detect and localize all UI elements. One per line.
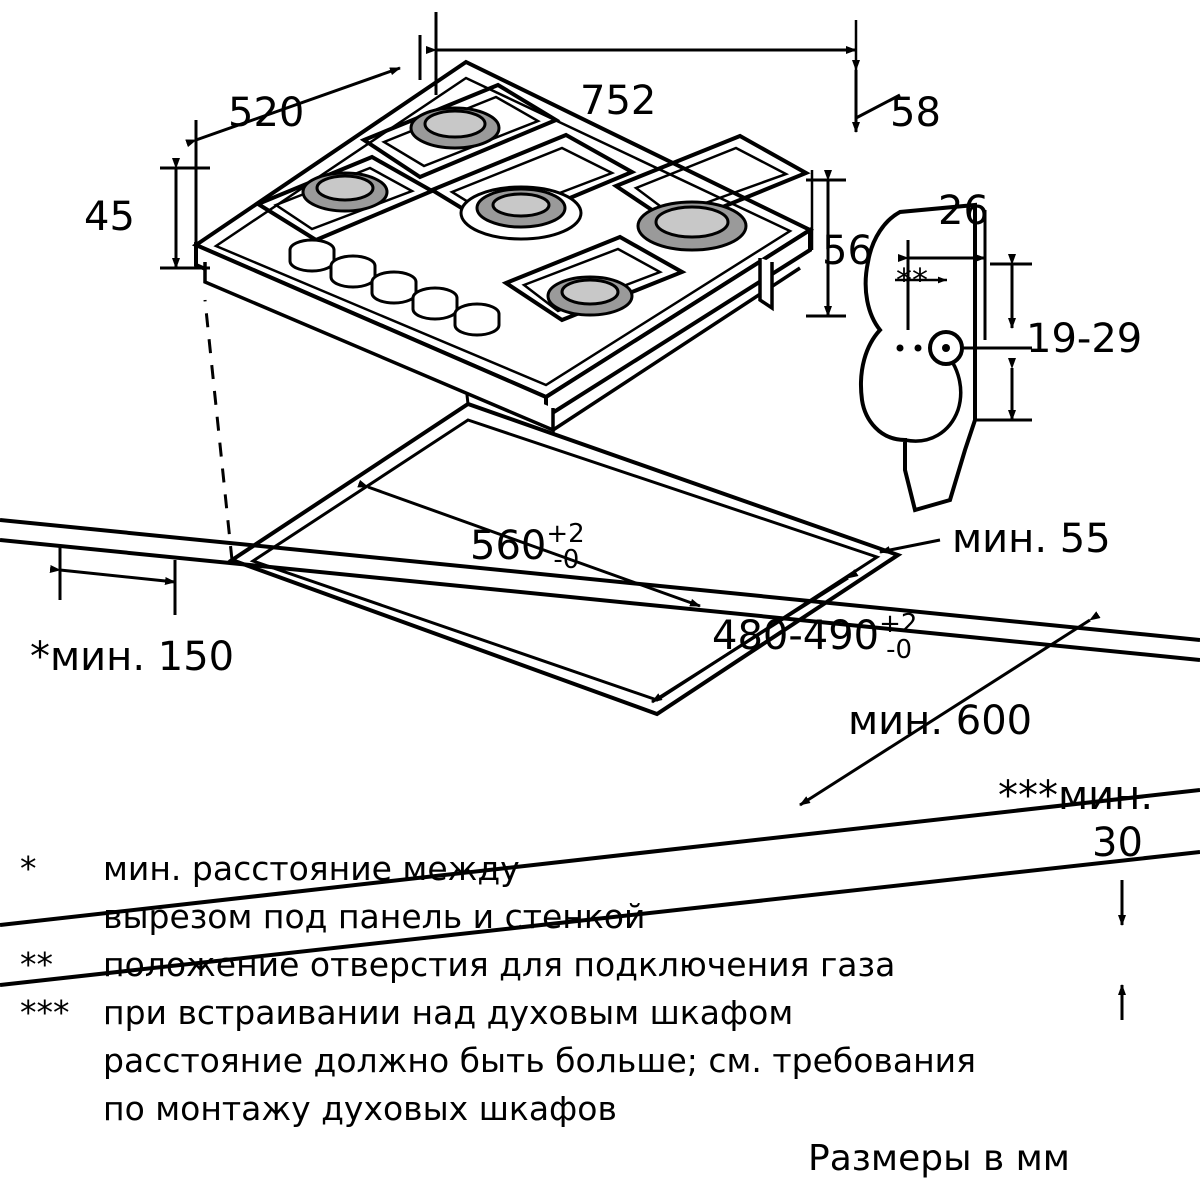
dim-top-offset: 58 <box>890 90 941 136</box>
dim-min-side-value: мин. 150 <box>50 634 235 680</box>
units-note: Размеры в мм <box>808 1138 1070 1179</box>
footnote-line-1a: мин. расстояние между <box>103 849 520 888</box>
dim-cutout-width <box>470 519 585 575</box>
footnote-line-3c: по монтажу духовых шкафов <box>103 1089 617 1128</box>
dim-min-side-mark: * <box>30 634 50 680</box>
footnote-mark-3: *** <box>20 993 70 1032</box>
dim-min-below-label: мин. <box>1058 773 1154 819</box>
dim-cutout-width-tolerance: +2 -0 <box>546 519 585 575</box>
dim-depth-overall: 520 <box>228 90 305 136</box>
dimension-lines-cutout <box>60 487 1122 1020</box>
gas-connection-detail <box>861 205 975 510</box>
dim-min-rear: мин. 55 <box>952 516 1111 562</box>
dim-min-worktop-depth: мин. 600 <box>848 698 1033 744</box>
dim-min-below-mark: *** <box>998 773 1058 819</box>
footnote-line-2a: положение отверстия для подключения газа <box>103 945 896 984</box>
footnote-line-3b: расстояние должно быть больше; см. требования <box>103 1041 976 1080</box>
dim-cutout-depth-tolerance: +2 -0 <box>879 609 918 665</box>
footnote-line-3a: при встраивании над духовым шкафом <box>103 993 794 1032</box>
dim-gas-inlet-range: 19-29 <box>1026 316 1143 362</box>
dim-cutout-width-value: 560 <box>470 523 547 569</box>
dim-cutout-depth <box>712 609 918 665</box>
dim-min-side <box>30 636 234 678</box>
gas-inlet-footnote-mark: ** <box>896 261 928 299</box>
dim-gas-inlet-offset: 26 <box>938 188 989 234</box>
dim-min-below <box>998 775 1153 817</box>
dim-front-lip: 45 <box>84 194 135 240</box>
dim-min-below-value: 30 <box>1092 820 1143 866</box>
footnote-mark-1: * <box>20 849 37 888</box>
dim-body-height: 56 <box>822 228 873 274</box>
dim-cutout-depth-value: 480-490 <box>712 613 880 659</box>
footnote-mark-2: ** <box>20 945 53 984</box>
dim-width-overall: 752 <box>580 78 657 124</box>
footnote-line-1b: вырезом под панель и стенкой <box>103 897 646 936</box>
